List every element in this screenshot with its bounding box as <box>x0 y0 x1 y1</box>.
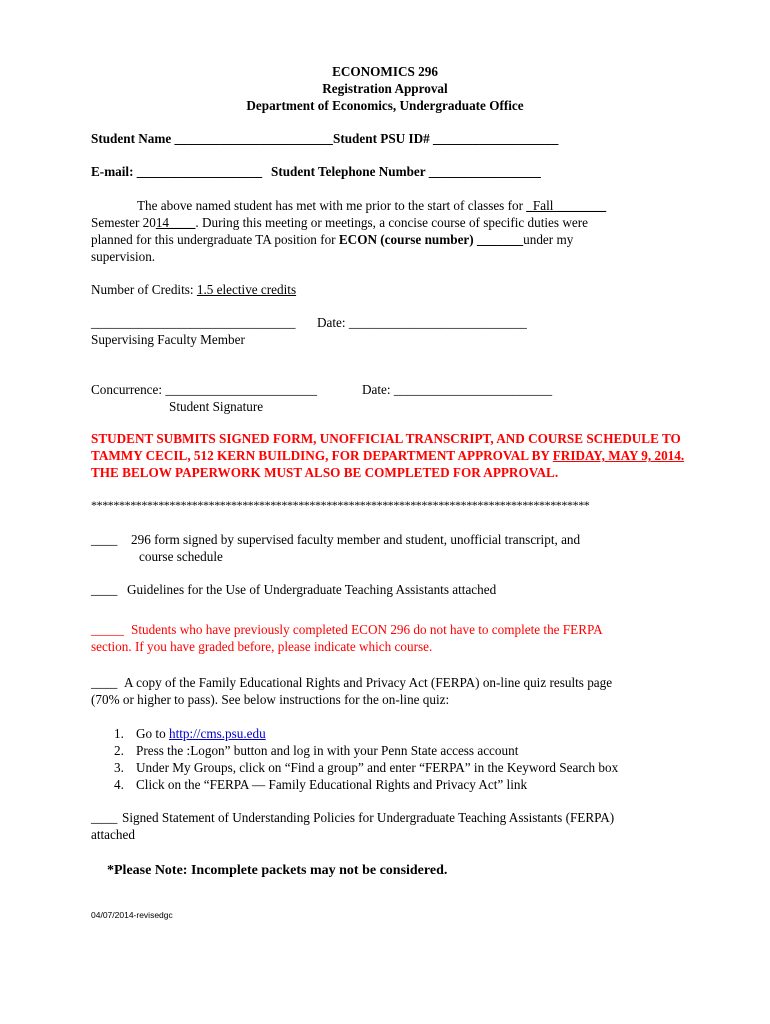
statement-text: . During this meeting or meetings, a concise course of specific duties were <box>195 215 588 230</box>
faculty-date-line[interactable]: ___________________________ <box>348 315 527 330</box>
checklist-item-5-line-2: attached <box>91 827 135 842</box>
course-title: ECONOMICS 296 <box>332 64 438 79</box>
student-name-label: Student Name <box>91 131 172 146</box>
faculty-caption: Supervising Faculty Member <box>91 332 245 347</box>
email-label: E-mail: <box>91 164 134 179</box>
email-line[interactable]: ___________________ <box>136 164 263 179</box>
course-number-label: ECON (course number) <box>338 232 474 247</box>
email-field[interactable] <box>91 163 262 180</box>
revision-footer: 04/07/2014-revisedgc <box>91 910 173 920</box>
checklist-item-5-line-1: Signed Statement of Understanding Policies for Undergraduate Teaching Assistants (FERPA) <box>122 810 615 825</box>
checklist-blank-4[interactable]: ____ <box>91 675 118 690</box>
checklist-blank-1[interactable]: ____ <box>91 532 118 547</box>
step-number: 2. <box>114 743 124 758</box>
cms-link[interactable]: http://cms.psu.edu <box>168 726 266 741</box>
checklist-item-4-line-2: (70% or higher to pass). See below instructions for the on-line quiz: <box>91 692 450 707</box>
statement-line-2 <box>91 214 588 231</box>
checklist-item-1-line-2: course schedule <box>139 549 223 564</box>
checklist-item-2: Guidelines for the Use of Undergraduate Teaching Assistants attached <box>127 582 497 597</box>
checklist-item-3-line-2: section. If you have graded before, please indicate which course. <box>91 639 433 654</box>
instruction-step-3 <box>114 759 618 776</box>
step-number: 4. <box>114 777 124 792</box>
phone-label: Student Telephone Number <box>271 164 426 179</box>
checklist-item-3-line-1: Students who have previously completed ECON 296 do not have to complete the FERPA <box>131 622 603 637</box>
deadline-date: FRIDAY, MAY 9, 2014. <box>552 448 685 463</box>
notice-line-2 <box>91 447 684 464</box>
checklist-blank-3[interactable]: _____ <box>91 622 124 637</box>
concurrence-label: Concurrence: <box>91 382 163 397</box>
psu-id-line[interactable]: ___________________ <box>433 131 559 146</box>
concurrence-line[interactable]: _______________________ <box>165 382 317 397</box>
statement-line-3 <box>91 231 573 248</box>
form-subtitle: Registration Approval <box>322 81 448 96</box>
statement-line-1 <box>137 197 606 214</box>
asterisk-separator: ***************************************************************************************** <box>91 498 590 512</box>
course-number-line[interactable]: _______ <box>476 232 524 247</box>
statement-text: under my <box>523 232 574 247</box>
student-name-field[interactable] <box>91 130 333 147</box>
notice-text: TAMMY CECIL, 512 KERN BUILDING, FOR DEPARTMENT APPROVAL BY <box>91 448 550 463</box>
statement-text: Semester 20 <box>91 215 156 230</box>
instruction-step-4 <box>114 776 527 793</box>
psu-id-field[interactable] <box>333 130 558 147</box>
statement-text: planned for this undergraduate TA position for <box>91 232 336 247</box>
student-signature-caption: Student Signature <box>169 399 264 414</box>
phone-line[interactable]: _________________ <box>428 164 541 179</box>
concurrence-field[interactable] <box>91 381 317 398</box>
department-title: Department of Economics, Undergraduate Office <box>246 98 524 113</box>
instruction-step-2 <box>114 742 518 759</box>
faculty-signature-line[interactable]: _______________________________ <box>91 315 296 330</box>
step-text: Press the :Logon” button and log in with your Penn State access account <box>136 743 519 758</box>
checklist-blank-2[interactable]: ____ <box>91 582 118 597</box>
credits-row <box>91 281 296 298</box>
step-text: Go to <box>136 726 166 741</box>
concurrence-date-label: Date: <box>362 382 391 397</box>
checklist-item-1-line-1: 296 form signed by supervised faculty member and student, unofficial transcript, and <box>131 532 581 547</box>
psu-id-label: Student PSU ID# <box>333 131 430 146</box>
step-number: 1. <box>114 726 124 741</box>
incomplete-packet-note: *Please Note: Incomplete packets may not be considered. <box>107 863 448 878</box>
concurrence-date-field[interactable] <box>362 381 552 398</box>
step-number: 3. <box>114 760 124 775</box>
notice-line-3: THE BELOW PAPERWORK MUST ALSO BE COMPLETED FOR APPROVAL. <box>91 465 559 480</box>
credits-value: 1.5 elective credits <box>196 282 297 297</box>
year-value[interactable]: 14____ <box>155 215 196 230</box>
checklist-item-4-line-1: A copy of the Family Educational Rights and Privacy Act (FERPA) on-line quiz results page <box>124 675 613 690</box>
faculty-date-field[interactable] <box>317 314 527 331</box>
statement-text: The above named student has met with me prior to the start of classes for <box>137 198 523 213</box>
notice-line-1: STUDENT SUBMITS SIGNED FORM, UNOFFICIAL TRANSCRIPT, AND COURSE SCHEDULE TO <box>91 431 681 446</box>
step-text: Under My Groups, click on “Find a group” and enter “FERPA” in the Keyword Search box <box>136 760 619 775</box>
faculty-date-label: Date: <box>317 315 346 330</box>
semester-value[interactable]: _Fall________ <box>526 198 607 213</box>
credits-label: Number of Credits: <box>91 282 194 297</box>
statement-line-4: supervision. <box>91 249 156 264</box>
student-name-line[interactable]: ________________________ <box>174 131 333 146</box>
phone-field[interactable] <box>271 163 541 180</box>
concurrence-date-line[interactable]: ________________________ <box>393 382 553 397</box>
instruction-step-1 <box>114 725 266 742</box>
checklist-blank-5[interactable]: ____ <box>91 810 118 825</box>
step-text: Click on the “FERPA — Family Educational Rights and Privacy Act” link <box>136 777 528 792</box>
